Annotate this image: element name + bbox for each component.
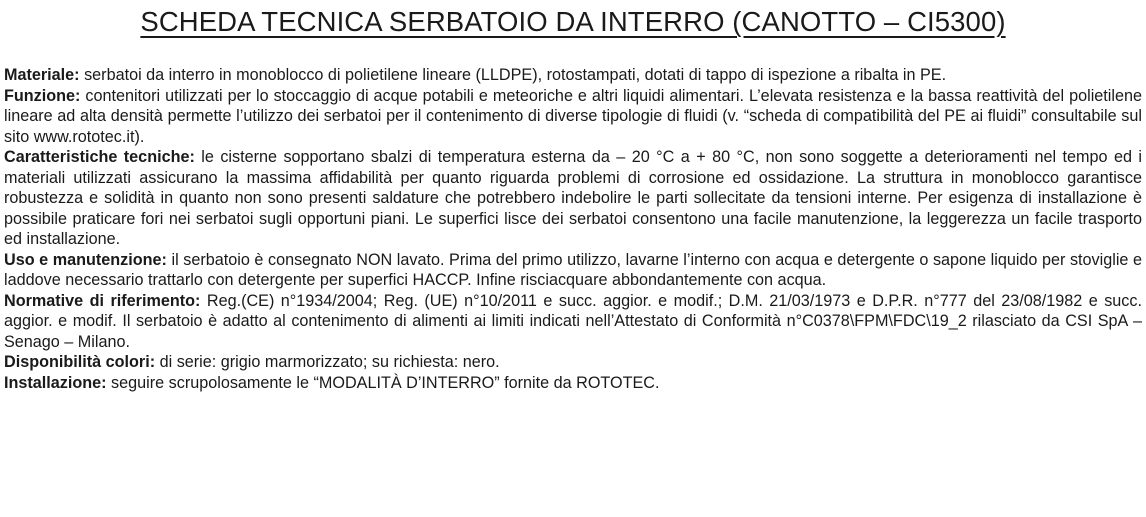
section-text: il serbatoio è consegnato NON lavato. Prima del primo utilizzo, lavarne l’interno con acqua e detergente o sapone liquido per stoviglie e laddove necessario trattarlo con detergente per superfici HACCP. Infine risciacquare abbondantemente con acqua. [4, 250, 1143, 289]
section-label: Funzione: [4, 86, 81, 105]
section-text: Reg.(CE) n°1934/2004; Reg. (UE) n°10/2011 e succ. aggior. e modif.; D.M. 21/03/1973 e D.P.R. n°777 del 23/08/1982 e succ. aggior. e modif. Il serbatoio è adatto al contenimento di alimenti ai limiti indicati nell’Attestato di Conformità n°C0378\FPM\FDC\19_2 rilasciato da CSI SpA – Senago – Milano. [4, 291, 1142, 351]
section-text: contenitori utilizzati per lo stoccaggio di acque potabili e meteoriche e altri liquidi alimentari. L’elevata resistenza e la bassa reattività del polietilene lineare ad alta densità permette l’utilizzo dei serbatoi per il contenimento di diverse tipologie di fluidi (v. “scheda di compatibilità del PE ai fluidi” consultabile sul sito www.rototec.it). [4, 86, 1142, 146]
document-body [4, 65, 1142, 393]
section-label: Installazione: [4, 373, 107, 392]
section-label: Materiale: [4, 66, 80, 84]
section-text: le cisterne sopportano sbalzi di temperatura esterna da – 20 °C a + 80 °C, non sono soggette a deterioramenti nel tempo ed i materiali utilizzati assicurano la massima affidabilità per quanto riguarda problemi di corrosione ed ossidazione. La struttura in monoblocco garantisce robustezza e solidità in quanto non sono presenti saldature che potrebbero indebolire le parti sollecitate da tensioni interne. Per esigenza di installazione è possibile praticare fori nei serbatoi sugli opportuni piani. Le superfici lisce dei serbatoi consentono una facile manutenzione, la leggerezza un facile trasporto ed installazione. [4, 148, 1142, 248]
section-label: Uso e manutenzione: [4, 250, 167, 269]
section-label: Caratteristiche tecniche: [4, 148, 195, 166]
section-installazione [4, 373, 1142, 394]
section-disponibilita-colori [4, 352, 1142, 373]
section-uso-e-manutenzione [4, 250, 1142, 291]
section-label: Normative di riferimento: [4, 291, 201, 310]
section-funzione [4, 86, 1142, 148]
section-normative-di-riferimento [4, 291, 1142, 353]
section-text: di serie: grigio marmorizzato; su richiesta: nero. [155, 353, 500, 371]
document-title [4, 0, 1142, 38]
section-text: seguire scrupolosamente le “MODALITÀ D’INTERRO” fornite da ROTOTEC. [106, 373, 660, 392]
section-caratteristiche-tecniche [4, 147, 1142, 250]
section-text: serbatoi da interro in monoblocco di polietilene lineare (LLDPE), rotostampati, dotati di tappo di ispezione a ribalta in PE. [79, 66, 947, 84]
document-title-text: SCHEDA TECNICA SERBATOIO DA INTERRO (CANOTTO – CI5300) [140, 6, 1006, 37]
section-materiale [4, 65, 1142, 86]
section-label: Disponibilità colori: [4, 353, 156, 371]
